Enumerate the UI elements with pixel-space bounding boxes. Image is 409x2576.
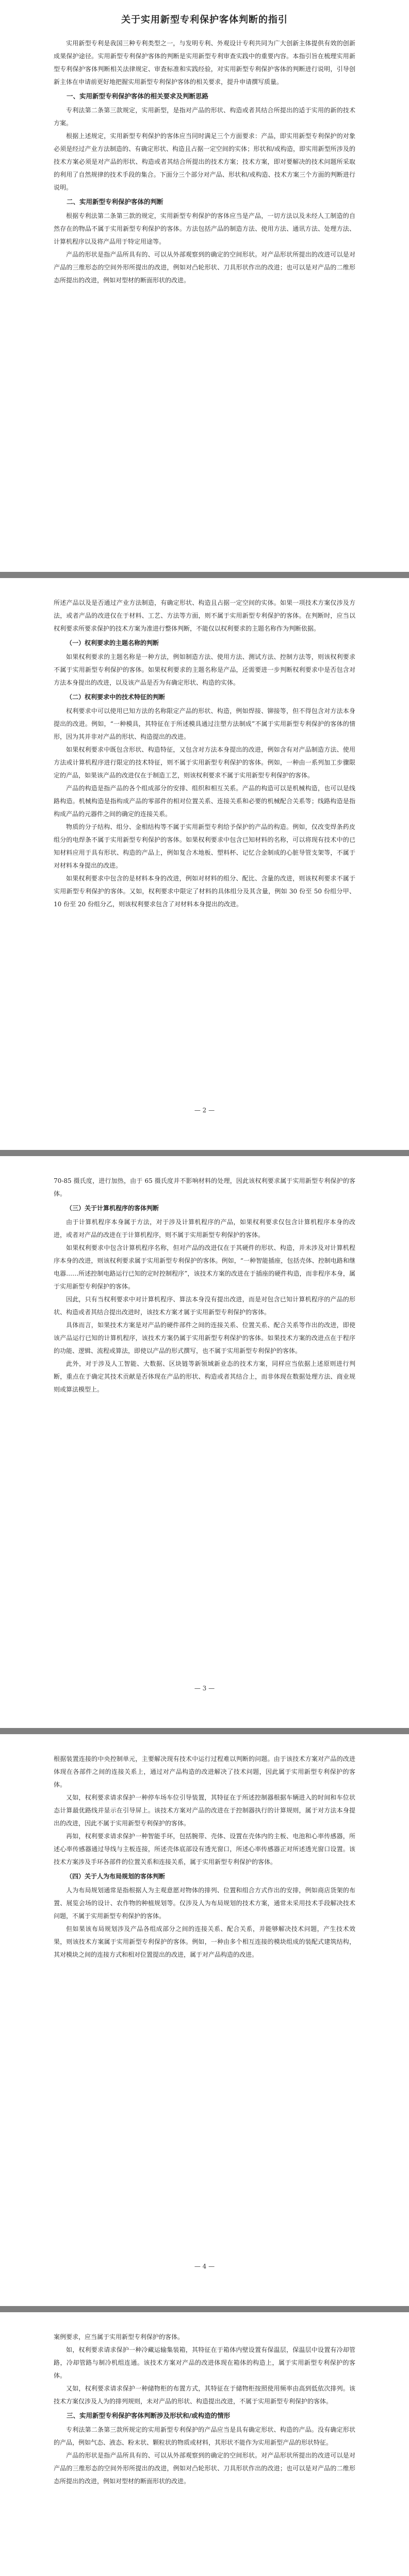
section-heading: 三、实用新型专利保护客体判断涉及形状和/或构造的情形 [67, 2412, 231, 2419]
paragraph: 物质的分子结构、组分、金相结构等不属于实用新型专利给予保护的产品的构造。例如，仅改变焊条药皮组分的电焊条不属于实用新型专利保护的客体。如果权利要求中包含已知材料的名称，可以将现有技术中的已知材料应用于具有形状、构造的产品上，例如复合木地板、塑料杯、记忆合金制成的心脏导管支架等，不属于对材料本身提出的改进。 [54, 823, 355, 869]
page-5 [0, 2312, 409, 2576]
paragraph: 产品的形状是指产品所具有的、可以从外部观察到的确定的空间形状。对产品形状所提出的改进可以是对产品的三维形态的空间外形所提出的改进，例如对凸轮形状、刀具形状作出的改进；也可以是对产品的二维形态所提出的改进，例如对型材的断面形状的改进。 [54, 251, 355, 284]
page-body [54, 1175, 355, 1396]
paragraph: 如果权利要求的主题名称是一种方法，例如制造方法、使用方法、测试方法、控制方法等，则该权利要求不属于实用新型专利保护的客体。如果权利要求的主题名称是产品，还需要进一步判断权利要求中是否包含对方法本身提出的改进，以及该产品是否为有确定形状、构造的实体。 [54, 653, 355, 686]
paragraph: 如果权利要求中包含计算机程序名称，但对产品的改进仅在于其硬件的形状、构造，并未涉及对计算机程序本身的改进，则该权利要求属于实用新型专利保护的客体。例如，“一种智能插座，包括壳体、控制电路和继电器……所述控制电路运行已知的定时控制程序”，该技术方案的改进在于插座的硬件构造，而非程序本身，属于实用新型专利保护的客体。 [54, 1244, 355, 1290]
page-number: — 2 — [194, 1107, 215, 1114]
page-body [54, 1753, 355, 1961]
paragraph: 具体而言，如果技术方案是对产品的硬件部件之间的连接关系、位置关系、配合关系等作出的改进，即使该产品运行已知的计算机程序，该技术方案仍属于实用新型专利保护的客体。如果技术方案的改进点在于程序的功能、逻辑、流程或算法，即使以产品的形式撰写，也不属于实用新型专利保护的客体。 [54, 1321, 355, 1354]
document-title: 关于实用新型专利保护客体判断的指引 [121, 14, 288, 25]
paragraph: 但如果该布局规划涉及产品各组成部分之间的连接关系、配合关系，并能够解决技术问题，产生技术效果，则该技术方案属于实用新型专利保护的客体。例如，一种由多个相互连接的模块组成的装配式建筑结构，其对模块之间的连接方式和相对位置提出的改进，属于对产品构造的改进。 [54, 1925, 355, 1958]
page-1 [0, 0, 409, 572]
paragraph: 根据专利法第二条第三款的规定，实用新型专利保护的客体应当是产品，一切方法以及未经人工制造的自然存在的物品不属于实用新型专利保护的客体。方法包括产品的制造方法、使用方法、通讯方法、处理方法、计算机程序以及将产品用于特定用途等。 [54, 212, 355, 245]
paragraph: 又如，权利要求请求保护一种停车场车位引导装置，其特征在于所述控制器根据车辆进入的时间和车位状态计算最优路线并显示在引导屏上。该技术方案对产品的改进在于控制器执行的计算规则，属于对方法本身提出的改进，因此不属于实用新型专利保护的客体。 [54, 1794, 355, 1827]
paragraph: 产品的形状是指产品所具有的、可以从外部观察到的确定的空间形状。对产品形状所提出的改进可以是对产品的三维形态的空间外形所提出的改进，例如对凸轮形状、刀具形状作出的改进；也可以是对产品的二维形态所提出的改进，例如对型材的断面形状的改进。 [54, 2452, 355, 2485]
subsection-heading: （二）权利要求中的技术特征的判断 [66, 693, 166, 701]
paragraph: 案例要求，应当属于实用新型专利保护的客体。 [54, 2333, 184, 2341]
paragraph: 权利要求中可以使用已知方法的名称限定产品的形状、构造，例如焊接、铆接等，但不得包含对方法本身提出的改进。例如，“一种模具，其特征在于所述模具通过注塑方法制成”不属于实用新型专利保护的客体的情形，因为其并非对产品的形状、构造提出的改进。 [54, 707, 355, 740]
paragraph: 此外，对于涉及人工智能、大数据、区块链等新领域新业态的技术方案，同样应当依据上述原则进行判断，重点在于确定其技术贡献是否体现在产品的形状、构造或者其结合上，而非体现在数据处理方法、商业规则或算法模型上。 [54, 1360, 355, 1393]
paragraph: 人为布局规划通常是指根据人为主观意愿对物体的排列、位置和组合方式作出的安排，例如商店货架的布置、展览会场的设计、农作物的种植规划等。仅涉及人为布局规划的技术方案，通常未采用技术手段解决技术问题，不属于实用新型专利保护的客体。 [54, 1887, 355, 1920]
subsection-heading: （三）关于计算机程序的客体判断 [66, 1205, 159, 1212]
page-body [54, 37, 355, 287]
paragraph: 专利法第二条第三款所规定的实用新型专利保护的产品应当是具有确定形状、构造的产品。没有确定形状的产品，例如气态、液态、粉末状、颗粒状的物质或材料，其形状不能作为实用新型产品的形状特征。 [54, 2426, 355, 2446]
page-4 [0, 1734, 409, 2306]
paragraph: 又如，权利要求请求保护一种储物柜的布置方式，其特征在于储物柜按照使用频率由高到低依次排列。该技术方案仅涉及人为的排列规则，未对产品的形状、构造提出改进，不属于实用新型专利保护的客体。 [54, 2385, 355, 2405]
paragraph: 70-85 摄氏度，进行加热，由于 65 摄氏度并不影响材料的处理，因此该权利要求属于实用新型专利保护的客体。 [54, 1177, 355, 1197]
paragraph: 如果权利要求中既包含形状、构造特征，又包含对方法本身提出的改进，例如含有对产品制造方法、使用方法或计算机程序进行限定的技术特征，则不属于实用新型专利保护的客体。例如，一种由一系列加工步骤限定的产品，如果该产品的改进仅在于制造工艺，则该权利要求不属于实用新型专利保护的客体。 [54, 746, 355, 779]
page-body [54, 597, 355, 911]
paragraph: 产品的构造是指产品的各个组成部分的安排、组织和相互关系。产品的构造可以是机械构造，也可以是线路构造。机械构造是指构成产品的零部件的相对位置关系、连接关系和必要的机械配合关系等；线路构造是指构成产品的元器件之间的确定的连接关系。 [54, 785, 355, 818]
paragraph: 因此，只有当权利要求中对计算机程序、算法本身没有提出改进，而是对包含已知计算机程序的产品的形状、构造或者其结合提出改进时，该技术方案才属于实用新型专利保护的客体。 [54, 1296, 355, 1316]
paragraph: 根据上述规定，实用新型专利保护的客体应当同时满足三个方面要求：产品，即实用新型专利保护的对象必须是经过产业方法制造的、有确定形状、构造且占据一定空间的实体；形状和/或构造，即实用新型所涉及的技术方案必须是对产品的形状、构造或者其结合所提出的技术方案；技术方案，即对要解决的技术问题所采取的利用了自然规律的技术手段的集合。下面分三个部分对产品、形状和/或构造、技术方案三个方面的判断进行说明。 [54, 132, 355, 191]
page-3 [0, 1156, 409, 1728]
subsection-heading: （四）关于人为布局规划的客体判断 [66, 1873, 166, 1880]
page-2 [0, 578, 409, 1150]
section-heading: 一、实用新型专利保护客体的相关要求及判断思路 [67, 92, 209, 100]
section-heading: 二、实用新型专利保护客体的判断 [67, 198, 163, 206]
paragraph: 实用新型专利是我国三种专利类型之一，与发明专利、外观设计专利共同为广大创新主体提供有效的创新成果保护途径。实用新型专利保护客体的判断是实用新型专利审查实践中的重要内容。本指引旨在梳理实用新型专利保护客体判断相关法律规定、审查标准和实践经验，对实用新型专利保护客体的判断进行说明，引导创新主体在申请前更好地把握实用新型专利保护客体的相关要求，提升申请撰写质量。 [54, 40, 355, 86]
paragraph: 专利法第二条第三款规定，实用新型，是指对产品的形状、构造或者其结合所提出的适于实用的新的技术方案。 [54, 107, 355, 127]
page-number: — 3 — [194, 1685, 215, 1692]
paragraph: 根据装置连接的中央控制单元，主要解决现有技术中运行过程难以判断的问题。由于该技术方案对产品的改进体现在各部件之间的连接关系上，通过对产品构造的改进解决了技术问题，因此属于实用新型专利保护的客体。 [54, 1755, 355, 1788]
paragraph: 再如，权利要求请求保护一种智能手环，包括腕带、壳体、设置在壳体内的主板、电池和心率传感器，所述心率传感器通过导线与主板连接，所述壳体底部设有透光窗口，所述心率传感器正对所述透光窗口设置。该技术方案涉及手环各部件的位置关系和连接关系，属于实用新型专利保护的客体。 [54, 1833, 355, 1866]
paragraph: 所述产品以及是否通过产业方法制造，有确定形状、构造且占据一定空间的实体。如果一项技术方案仅涉及方法，或者产品的改进仅在于材料、工艺、方法等方面，则不属于实用新型专利保护的客体。在判断时，应当以权利要求所要求保护的技术方案为准进行整体判断，不能仅以权利要求的主题名称作为判断依据。 [54, 599, 355, 632]
subsection-heading: （一）权利要求的主题名称的判断 [66, 639, 159, 647]
page-number: — 4 — [194, 2263, 215, 2270]
page-body [54, 2331, 355, 2488]
paragraph: 由于计算机程序本身属于方法，对于涉及计算机程序的产品，如果权利要求仅包含计算机程序本身的改进，或者对产品的改进在于计算机程序，则不属于实用新型专利保护的客体。 [54, 1218, 355, 1239]
paragraph: 如果权利要求中包含的是材料本身的改进，例如对材料的组分、配比、含量的改进，则该权利要求不属于实用新型专利保护的客体。又如，权利要求中限定了材料的具体组分及其含量，例如 30 份至 50 份组分甲、10 份至 20 份组分乙，则该权利要求包含了对材料本身提出的改进。 [54, 875, 355, 908]
paragraph: 如，权利要求请求保护一种冷藏运输集装箱，其特征在于箱体内壁设置有保温层，保温层中设置有冷却管路，冷却管路与制冷机组连通。该技术方案对产品的改进体现在箱体的构造上，属于实用新型专利保护的客体。 [54, 2346, 355, 2379]
